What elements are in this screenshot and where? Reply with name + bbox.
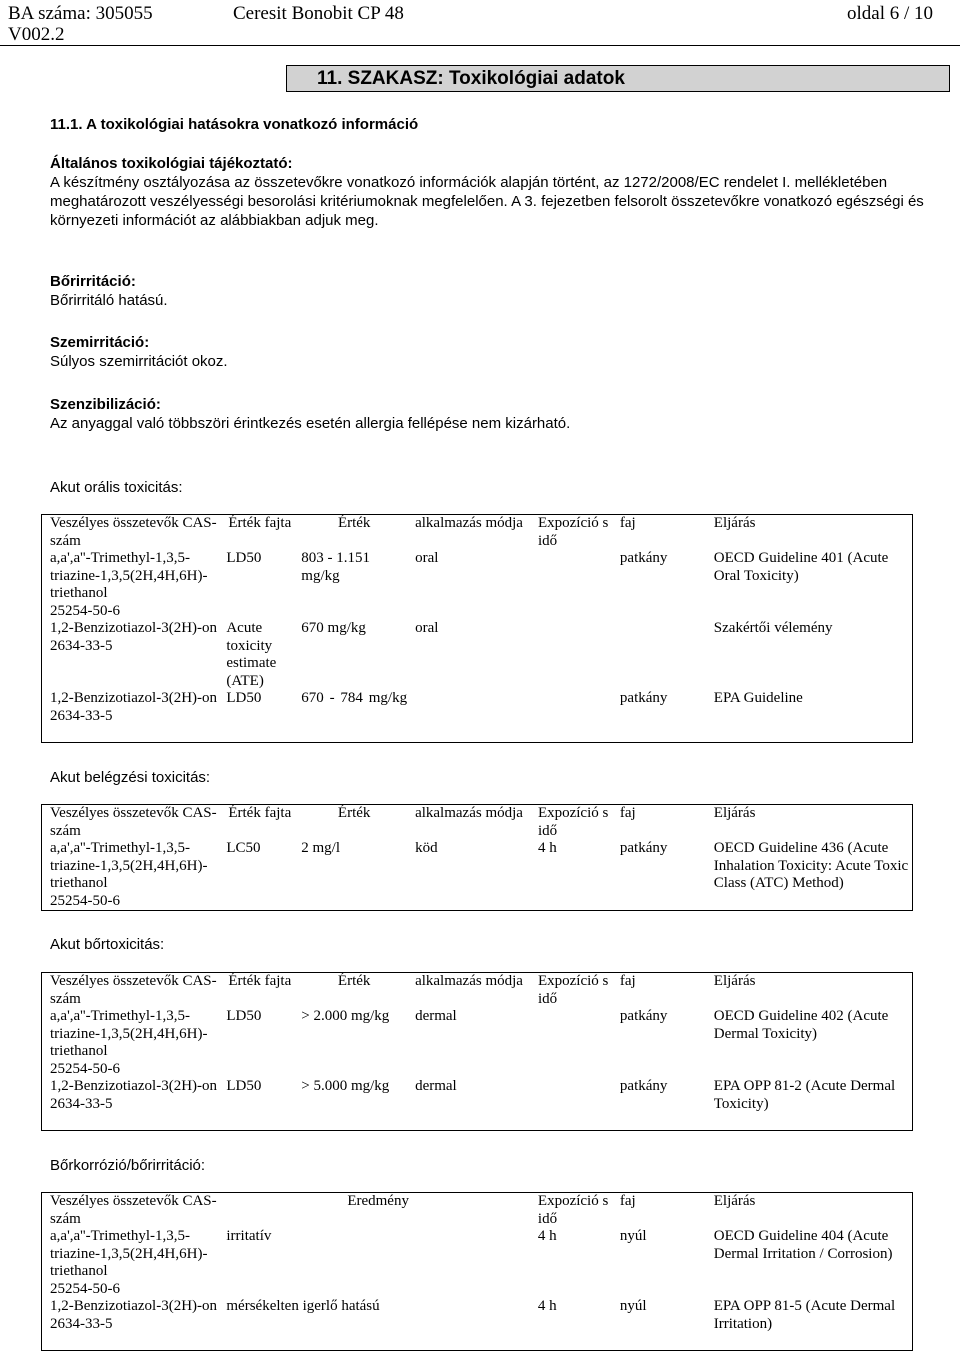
cas-number: 25254-50-6 <box>50 602 120 619</box>
col-header: alkalmazás módja <box>407 515 530 551</box>
value-type: LD50 <box>218 690 293 743</box>
value: 670 - 784 mg/kg <box>293 690 407 743</box>
eye-irritation-text: Súlyos szemirritációt okoz. <box>50 353 228 370</box>
value-type: LC50 <box>218 840 293 911</box>
value: > 2.000 mg/kg <box>301 1008 390 1024</box>
cas-number: 25254-50-6 <box>50 1280 120 1297</box>
col-header: Érték <box>293 973 407 1009</box>
header-rule <box>0 45 960 46</box>
table-header-row <box>42 515 913 551</box>
result: irritatív <box>226 1228 272 1244</box>
col-header: Veszélyes összetevők CAS-szám <box>42 973 219 1009</box>
inhalation-toxicity-table <box>41 804 913 911</box>
col-header: faj <box>612 1193 706 1229</box>
species: patkány <box>612 840 706 911</box>
ba-number: BA száma: 305055 <box>8 3 153 24</box>
species: nyúl <box>612 1298 706 1351</box>
sensitization-heading: Szenzibilizáció: <box>50 396 161 413</box>
species: patkány <box>619 1008 668 1024</box>
component-name: 1,2-Benzizotiazol-3(2H)-on <box>50 620 218 636</box>
species: patkány <box>612 690 706 743</box>
col-header: faj <box>612 973 706 1009</box>
col-header: faj <box>612 805 706 841</box>
route: oral <box>415 550 439 566</box>
exposure-time <box>530 690 612 743</box>
col-header: Érték fajta <box>218 973 293 1009</box>
value: 803 - 1.151 mg/kg <box>301 550 371 584</box>
value: > 5.000 mg/kg <box>293 1078 407 1131</box>
oral-toxicity-heading: Akut orális toxicitás: <box>50 479 183 496</box>
general-text: A készítmény osztályozása az összetevőkre vonatkozó információk alapján történt, az 1272/2008/EC rendelet I. mellékletében meghatározott veszélyességi besorolási kritériumoknak megfelelően. A 3. fejezetben felsorolt összetevőkre vonatkozó egészségi és környezeti információt az alábbiakban adjuk meg. <box>50 174 924 229</box>
table-row <box>42 690 913 743</box>
page-number: oldal 6 / 10 <box>847 3 934 24</box>
col-header: Expozíció s idő <box>530 1193 612 1229</box>
col-header: Veszélyes összetevők CAS-szám <box>42 515 219 551</box>
species: patkány <box>619 550 668 566</box>
col-header: Érték fajta <box>218 805 293 841</box>
col-header: Eljárás <box>706 1193 913 1229</box>
method: Szakértői vélemény <box>706 620 913 690</box>
component-name: a,a',a''-Trimethyl-1,3,5-triazine-1,3,5(2H,4H,6H)-triethanol <box>50 840 208 891</box>
section-title: 11. SZAKASZ: Toxikológiai adatok <box>317 67 625 89</box>
cas-number: 25254-50-6 <box>50 1060 120 1077</box>
table-header-row <box>42 973 913 1009</box>
eye-irritation-heading: Szemirritáció: <box>50 334 150 351</box>
col-header: Érték <box>293 805 407 841</box>
table-row <box>42 1008 913 1078</box>
table-header-row <box>42 1193 913 1229</box>
oral-toxicity-table <box>41 514 913 743</box>
product-name: Ceresit Bonobit CP 48 <box>233 3 404 24</box>
col-header: faj <box>612 515 706 551</box>
component-name: 1,2-Benzizotiazol-3(2H)-on <box>50 690 218 706</box>
cas-number: 2634-33-5 <box>50 707 113 724</box>
method: EPA OPP 81-5 (Acute Dermal Irritation) <box>706 1298 913 1351</box>
route: oral <box>415 620 439 636</box>
exposure-time <box>530 1078 612 1131</box>
route: dermal <box>407 1078 530 1131</box>
species <box>612 620 706 690</box>
component-name: a,a',a''-Trimethyl-1,3,5-triazine-1,3,5(2H,4H,6H)-triethanol <box>50 550 208 601</box>
general-heading: Általános toxikológiai tájékoztató: <box>50 155 293 172</box>
col-header: alkalmazás módja <box>407 973 530 1009</box>
col-header: Expozíció s idő <box>530 973 612 1009</box>
skin-corrosion-heading: Bőrkorrózió/bőrirritáció: <box>50 1157 206 1174</box>
value-type: LD50 <box>226 550 262 566</box>
table-row <box>42 1298 913 1351</box>
method: EPA OPP 81-2 (Acute Dermal Toxicity) <box>706 1078 913 1131</box>
table-row <box>42 1078 913 1131</box>
route <box>407 690 530 743</box>
result: mérsékelten igerlő hatású <box>218 1298 530 1351</box>
version: V002.2 <box>8 24 65 45</box>
route: dermal <box>415 1008 457 1024</box>
species: nyúl <box>619 1228 647 1244</box>
cas-number: 2634-33-5 <box>50 637 113 654</box>
cas-number: 25254-50-6 <box>50 892 120 909</box>
method: EPA Guideline <box>706 690 913 743</box>
component-name: 1,2-Benzizotiazol-3(2H)-on <box>50 1298 218 1314</box>
value: 670 mg/kg <box>301 620 366 636</box>
dermal-toxicity-table <box>41 972 913 1131</box>
exposure-time: 4 h <box>530 1298 612 1351</box>
section-title-box <box>286 65 950 92</box>
col-header: alkalmazás módja <box>407 805 530 841</box>
table-header-row <box>42 805 913 841</box>
component-name: a,a',a''-Trimethyl-1,3,5-triazine-1,3,5(2H,4H,6H)-triethanol <box>50 1228 208 1279</box>
exposure-time <box>530 550 612 620</box>
skin-corrosion-table <box>41 1192 913 1351</box>
exposure-time <box>530 1008 612 1078</box>
value-type: LD50 <box>218 1078 293 1131</box>
exposure-time: 4 h <box>530 840 612 911</box>
col-header: Veszélyes összetevők CAS-szám <box>42 1193 219 1229</box>
col-header: Expozíció s idő <box>530 805 612 841</box>
skin-irritation-text: Bőrirritáló hatású. <box>50 292 168 309</box>
col-header: Expozíció s idő <box>530 515 612 551</box>
method: OECD Guideline 402 (Acute Dermal Toxicity) <box>706 1008 913 1078</box>
species: patkány <box>612 1078 706 1131</box>
component-name: 1,2-Benzizotiazol-3(2H)-on <box>50 1078 218 1094</box>
method: OECD Guideline 436 (Acute Inhalation Toxicity: Acute Toxic Class (ATC) Method) <box>706 840 913 911</box>
exposure-time: 4 h <box>537 1228 557 1244</box>
col-header: Veszélyes összetevők CAS-szám <box>42 805 219 841</box>
inhalation-toxicity-heading: Akut belégzési toxicitás: <box>50 769 211 786</box>
cas-number: 2634-33-5 <box>50 1095 113 1112</box>
dermal-toxicity-heading: Akut bőrtoxicitás: <box>50 936 165 953</box>
value-type: Acute toxicity estimate (ATE) <box>226 620 277 689</box>
value: 2 mg/l <box>293 840 407 911</box>
value-type: LD50 <box>226 1008 262 1024</box>
table-row <box>42 550 913 620</box>
table-row <box>42 840 913 911</box>
skin-irritation-heading: Bőrirritáció: <box>50 273 136 290</box>
component-name: a,a',a''-Trimethyl-1,3,5-triazine-1,3,5(2H,4H,6H)-triethanol <box>50 1008 208 1059</box>
sensitization-text: Az anyaggal való többszöri érintkezés esetén allergia fellépése nem kizárható. <box>50 415 571 432</box>
table-row <box>42 620 913 690</box>
col-header: Eljárás <box>706 805 913 841</box>
col-header: Eredmény <box>218 1193 530 1229</box>
cas-number: 2634-33-5 <box>50 1315 113 1332</box>
exposure-time <box>530 620 612 690</box>
route: köd <box>407 840 530 911</box>
table-row <box>42 1228 913 1298</box>
col-header: Eljárás <box>706 973 913 1009</box>
method: OECD Guideline 404 (Acute Dermal Irritation / Corrosion) <box>706 1228 913 1298</box>
col-header: Érték fajta <box>218 515 293 551</box>
method: OECD Guideline 401 (Acute Oral Toxicity) <box>706 550 913 620</box>
col-header: Eljárás <box>706 515 913 551</box>
col-header: Érték <box>293 515 407 551</box>
subsection-title: 11.1. A toxikológiai hatásokra vonatkozó információ <box>50 116 419 133</box>
